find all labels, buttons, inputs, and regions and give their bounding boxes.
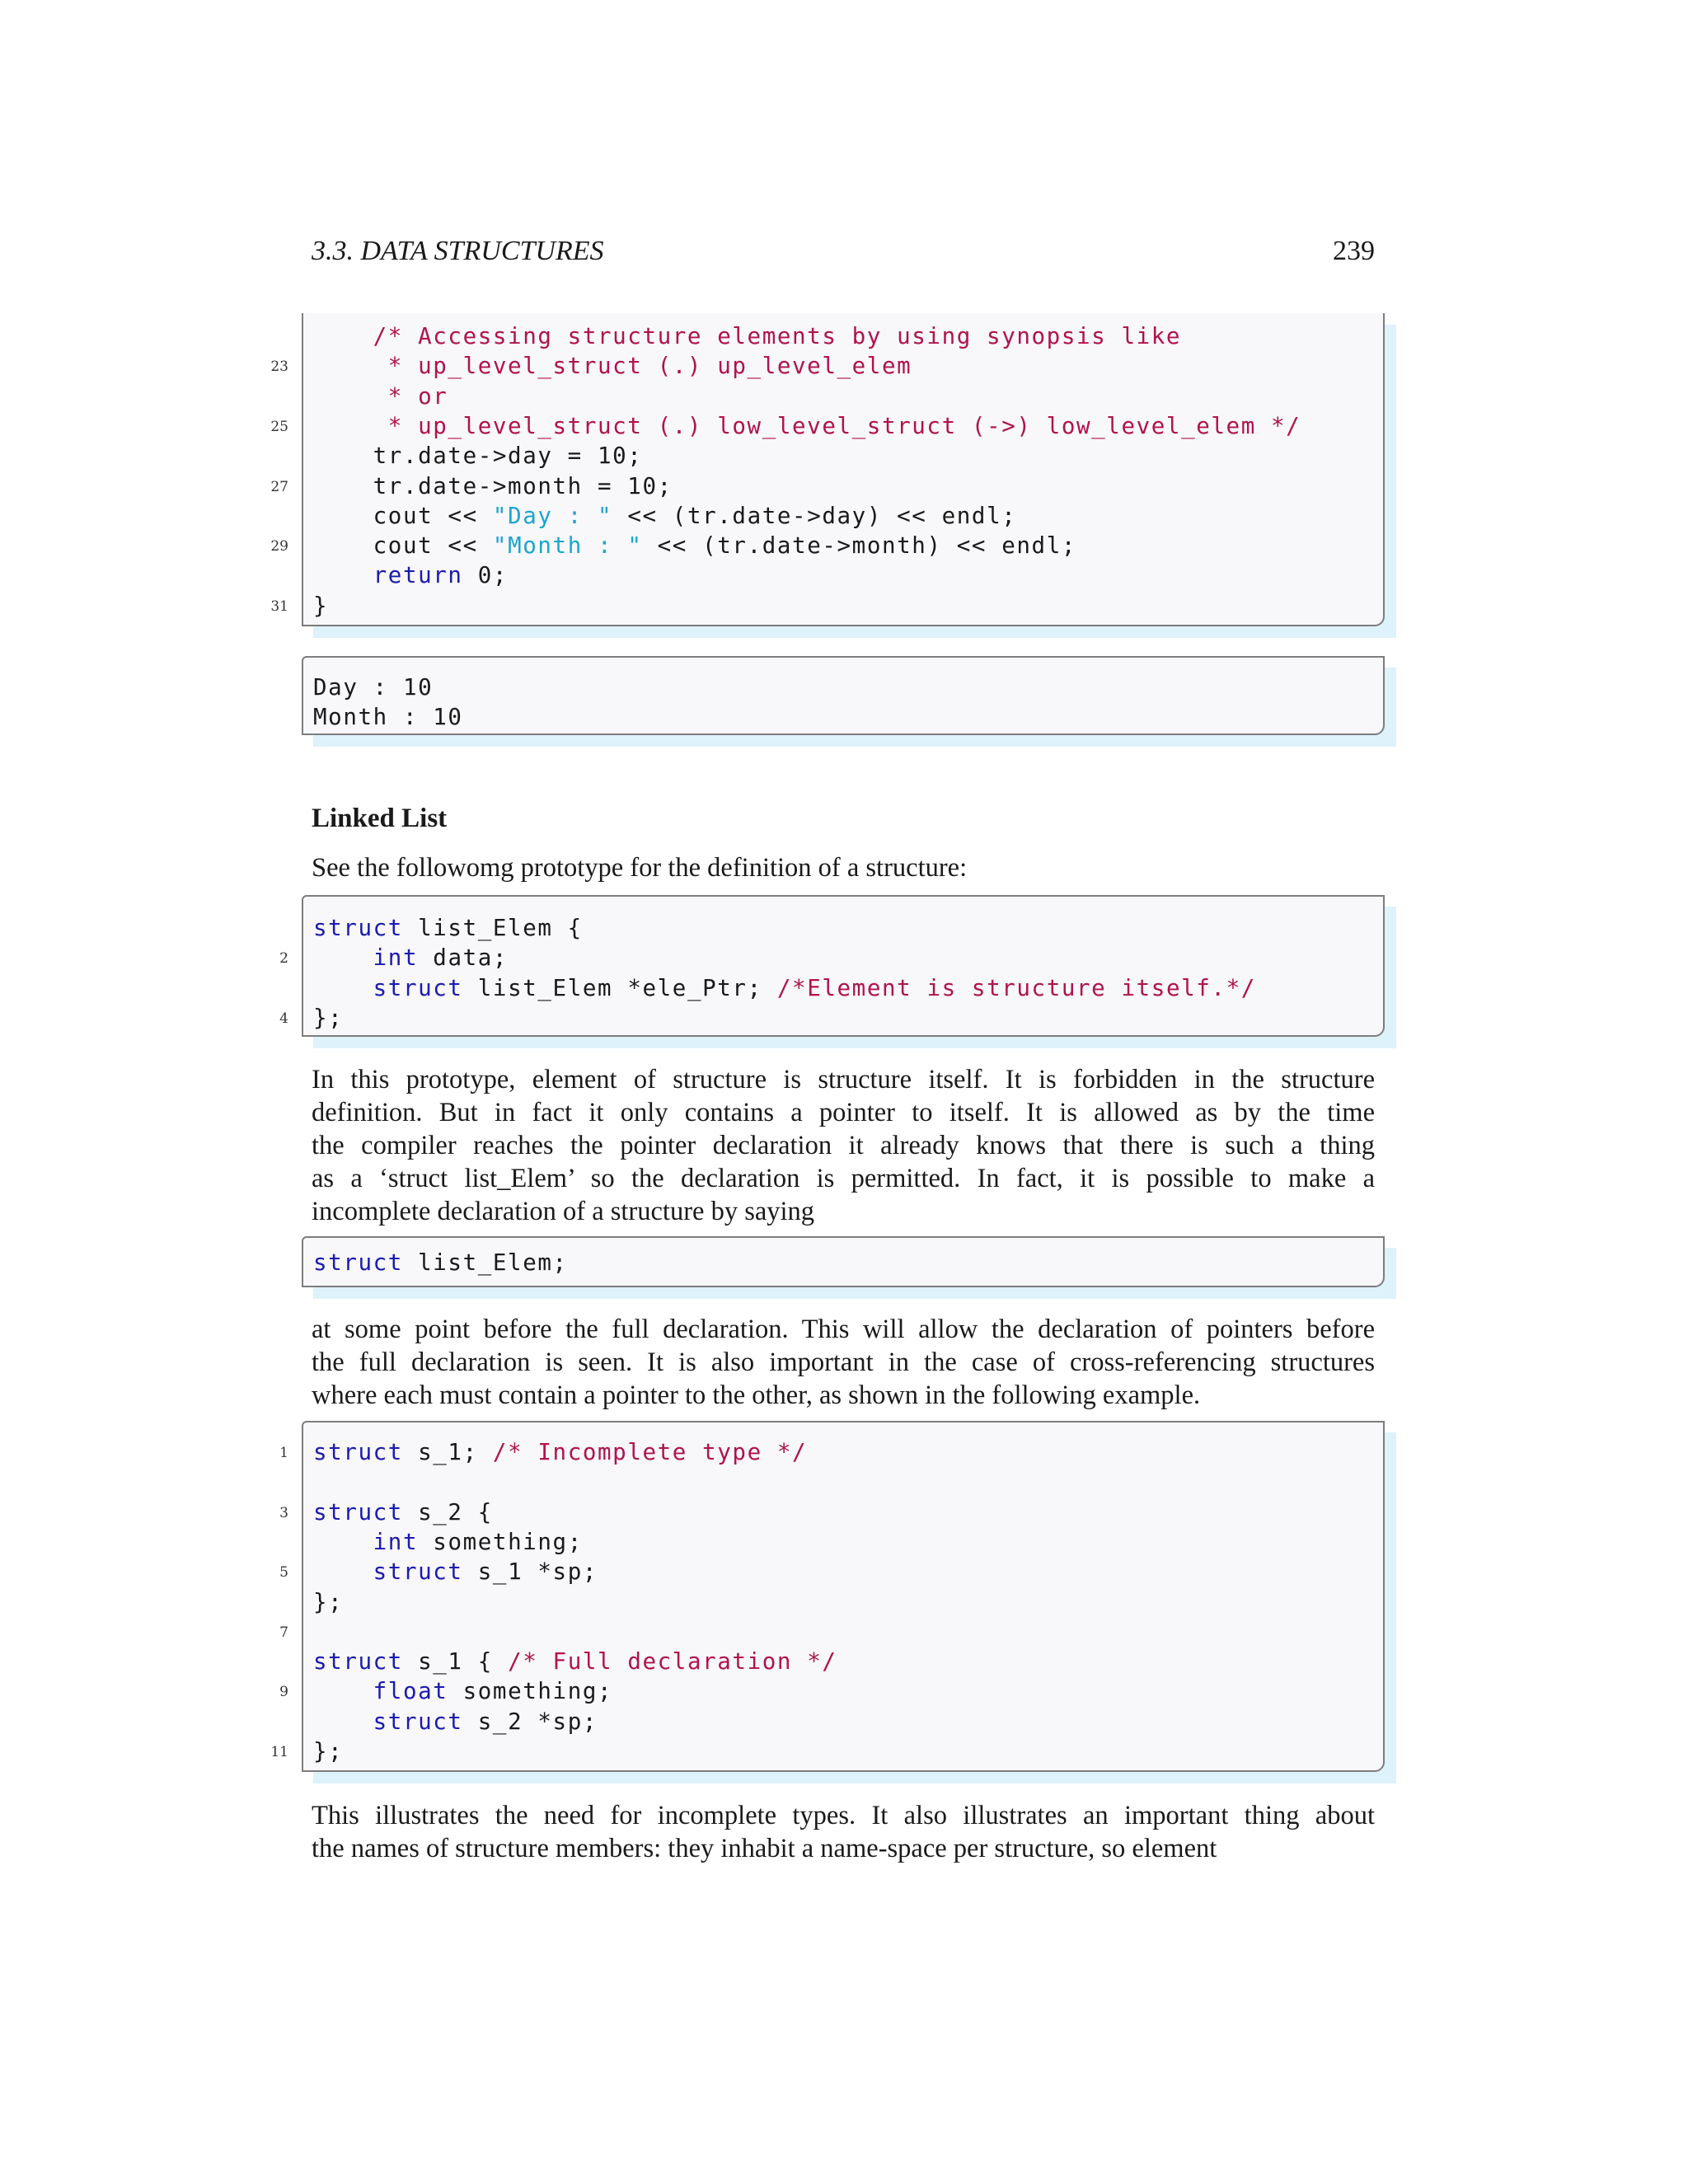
- code-block-1: [270, 313, 1385, 626]
- code-line: [313, 1676, 612, 1706]
- line-number: 9: [279, 1684, 288, 1701]
- output-block: [302, 656, 1385, 735]
- code-text: s_2 {: [402, 1498, 493, 1526]
- code-comment: * up_level_struct (.) up_level_elem: [387, 353, 912, 380]
- code-line: [313, 1707, 598, 1736]
- code-text: s_2 *sp;: [462, 1708, 598, 1735]
- code-text: s_1 *sp;: [462, 1558, 598, 1586]
- code-keyword: struct: [313, 1498, 403, 1526]
- code-line: [313, 1736, 343, 1766]
- code-keyword: struct: [373, 974, 463, 1001]
- paragraph: [312, 1799, 1375, 1865]
- code-text: data;: [418, 944, 509, 972]
- code-text: };: [313, 1004, 344, 1031]
- paragraph-line: incomplete declaration of a structure by saying: [312, 1197, 815, 1226]
- code-line: [313, 441, 642, 471]
- code-line: [313, 913, 583, 943]
- code-line: [313, 1587, 343, 1617]
- code-keyword: struct: [313, 1439, 403, 1465]
- code-line: [313, 1248, 568, 1277]
- code-keyword: struct: [373, 1708, 463, 1735]
- code-text: tr.date->month = 10;: [373, 472, 673, 499]
- code-text: something;: [418, 1528, 583, 1555]
- code-text: cout <<: [373, 502, 493, 529]
- paragraph: [312, 1063, 1375, 1228]
- line-number: 31: [270, 598, 288, 615]
- running-head: 3.3. DATA STRUCTURES: [312, 236, 604, 266]
- code-text: << (tr.date->month) << endl;: [642, 532, 1077, 560]
- line-number: 4: [279, 1010, 288, 1027]
- code-line: [313, 943, 508, 972]
- code-comment: /*Element is structure itself.*/: [776, 974, 1256, 1001]
- code-line: [313, 1557, 598, 1586]
- code-line: [313, 973, 1256, 1003]
- code-keyword: return: [373, 562, 463, 589]
- code-line: [313, 1497, 493, 1527]
- line-number: 3: [279, 1504, 288, 1521]
- code-text: tr.date->day = 10;: [373, 443, 643, 470]
- code-line: [313, 1647, 837, 1676]
- code-line: [313, 531, 1076, 560]
- code-line: [313, 1527, 583, 1557]
- paragraph-line: the names of structure members: they inhabit a name-space per structure, so element: [312, 1834, 1217, 1863]
- code-text: };: [313, 1738, 344, 1765]
- paragraph: [312, 1313, 1375, 1412]
- code-text: Day : 10: [313, 674, 434, 701]
- code-text: Month : 10: [313, 704, 463, 731]
- paragraph-line: See the followomg prototype for the definition of a structure:: [312, 853, 968, 883]
- code-line: [313, 321, 1181, 351]
- line-number: 2: [279, 950, 288, 968]
- code-text: list_Elem;: [402, 1249, 568, 1276]
- code-line: [313, 1003, 343, 1033]
- paragraph-line: the full declaration is seen. It is also important in the case of cross-referencing structures: [312, 1347, 1375, 1377]
- paragraph-line: This illustrates the need for incomplete types. It also illustrates an important thing about: [312, 1801, 1375, 1830]
- code-block-frame: [302, 656, 1385, 735]
- line-number: 25: [270, 418, 288, 435]
- code-keyword: struct: [313, 1249, 403, 1276]
- code-block-4: [270, 1421, 1385, 1772]
- code-string: "Month : ": [492, 532, 643, 560]
- code-text: }: [313, 592, 329, 619]
- code-keyword: struct: [373, 1558, 463, 1586]
- code-keyword: float: [373, 1678, 448, 1705]
- paragraph-line: where each must contain a pointer to the other, as shown in the following example.: [312, 1380, 1201, 1410]
- code-line: [313, 560, 508, 590]
- code-keyword: int: [373, 1528, 419, 1555]
- code-block-2: [279, 895, 1385, 1037]
- code-text: 0;: [462, 562, 509, 589]
- code-string: "Day : ": [492, 502, 613, 529]
- code-line: [313, 501, 1016, 531]
- code-comment: * up_level_struct (.) low_level_struct (->) low_level_elem */: [387, 412, 1301, 439]
- code-line: [313, 591, 328, 621]
- code-line: [313, 351, 912, 381]
- line-number: 29: [270, 538, 288, 555]
- section-heading: Linked List: [312, 804, 448, 833]
- code-line: [313, 471, 673, 501]
- page-header: [312, 236, 1375, 277]
- code-text: s_1;: [402, 1439, 493, 1465]
- line-number: 23: [270, 359, 288, 376]
- paragraph-line: as a ‘struct list_Elem’ so the declaration is permitted. In fact, it is possible to make a: [312, 1164, 1375, 1193]
- code-text: };: [313, 1588, 344, 1615]
- code-line: [313, 1437, 807, 1467]
- line-number: 27: [270, 478, 288, 495]
- code-text: something;: [448, 1678, 613, 1705]
- code-keyword: struct: [313, 1648, 403, 1675]
- paragraph-line: at some point before the full declaration. This will allow the declaration of pointers before: [312, 1315, 1375, 1344]
- line-number: 5: [279, 1564, 288, 1582]
- line-number: 7: [279, 1624, 288, 1641]
- code-line: [313, 382, 448, 411]
- code-text: list_Elem *ele_Ptr;: [462, 974, 777, 1001]
- code-line: [313, 702, 463, 732]
- code-text: cout <<: [373, 532, 493, 560]
- code-keyword: int: [373, 944, 419, 972]
- code-comment: /* Accessing structure elements by using synopsis like: [373, 323, 1182, 349]
- code-line: [313, 411, 1301, 441]
- code-comment: * or: [387, 382, 448, 410]
- code-line: [313, 673, 433, 702]
- code-text: << (tr.date->day) << endl;: [612, 502, 1017, 529]
- line-number: 1: [279, 1445, 288, 1461]
- code-keyword: struct: [313, 915, 403, 941]
- paragraph: [312, 851, 1375, 884]
- paragraph-line: the compiler reaches the pointer declaration it already knows that there is such a thing: [312, 1131, 1375, 1160]
- page-number: 239: [1333, 236, 1375, 266]
- code-comment: /* Full declaration */: [508, 1648, 837, 1675]
- line-number: 11: [270, 1744, 288, 1760]
- paragraph-line: definition. But in fact it only contains a pointer to itself. It is allowed as by the time: [312, 1098, 1375, 1127]
- code-text: list_Elem {: [402, 915, 583, 941]
- code-comment: /* Incomplete type */: [492, 1439, 808, 1465]
- code-text: s_1 {: [402, 1648, 509, 1675]
- code-block-3: [302, 1236, 1385, 1287]
- paragraph-line: In this prototype, element of structure is structure itself. It is forbidden in the structure: [312, 1065, 1375, 1094]
